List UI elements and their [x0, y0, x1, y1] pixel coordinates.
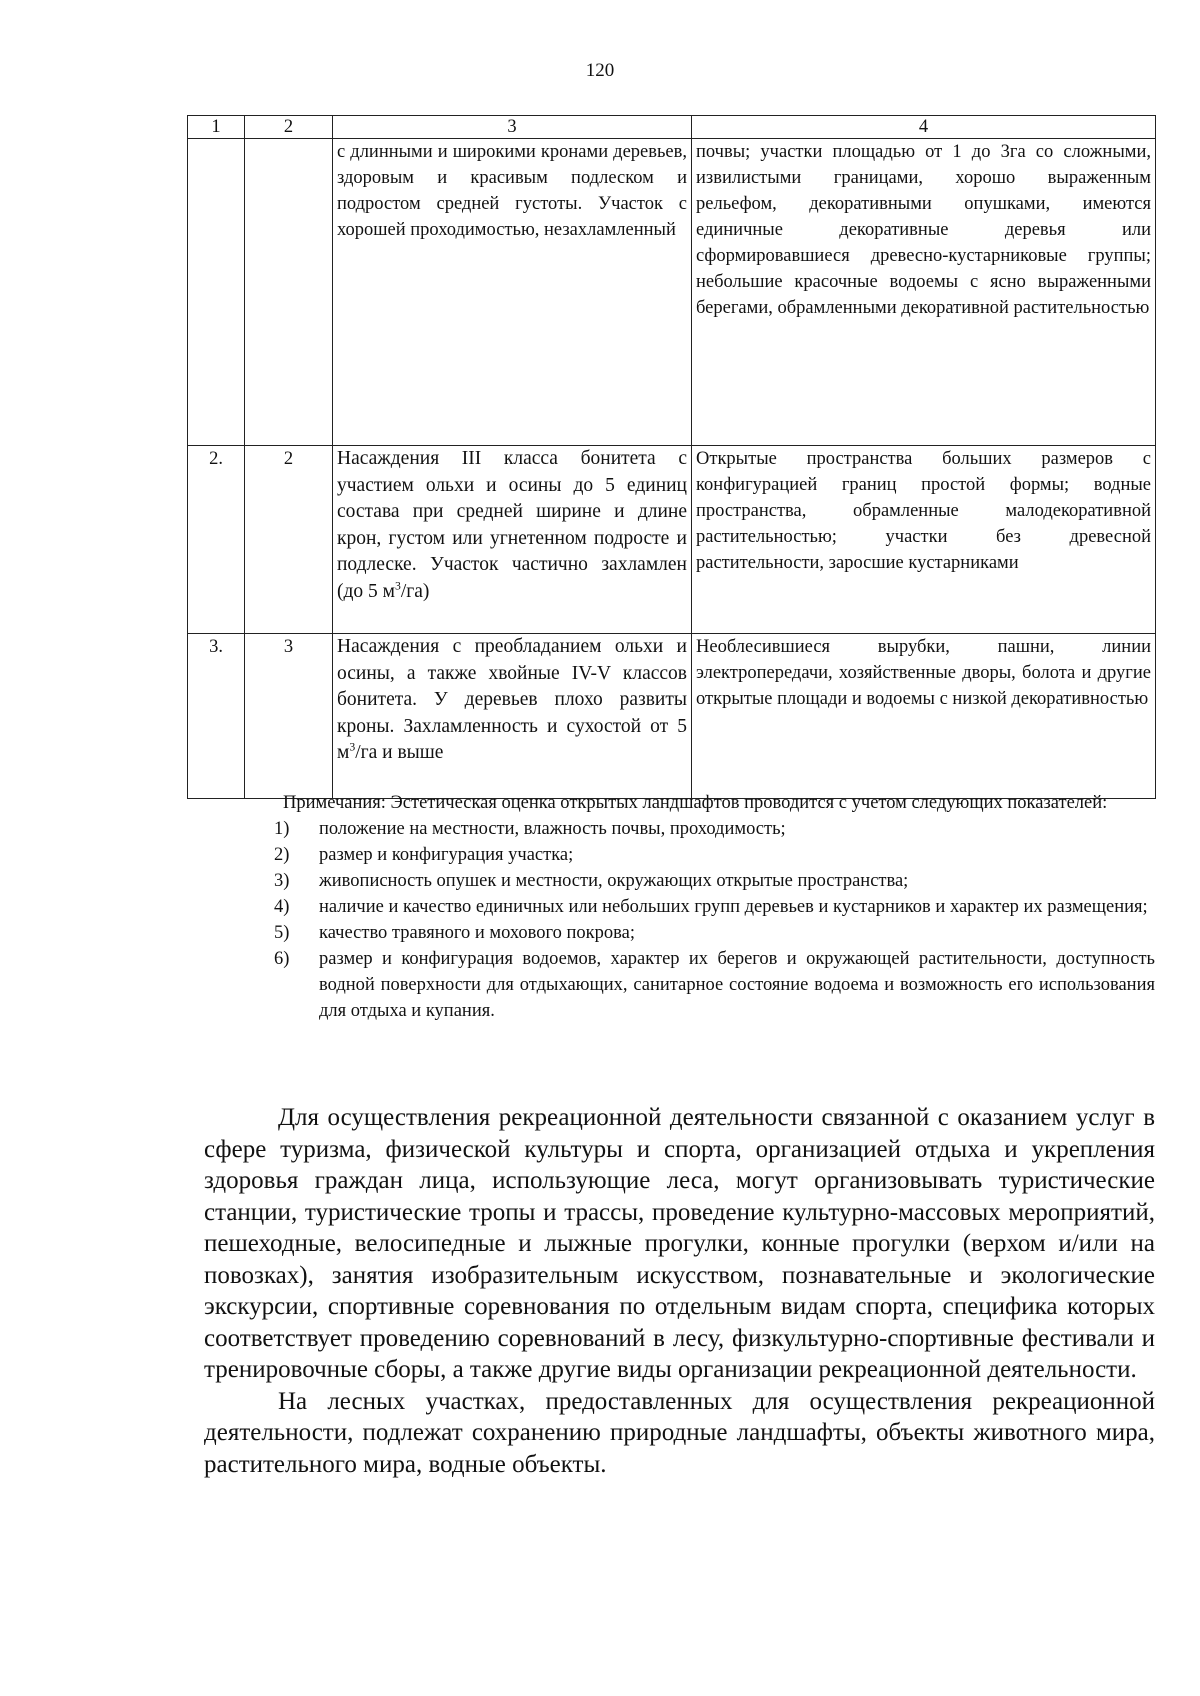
list-item-number: 6): [274, 949, 290, 969]
header-col-3: 3: [333, 116, 692, 139]
list-item-text: размер и конфигурация водоемов, характер их берегов и окружающей растительности, доступность водной поверхности для отдыхающих, санитарное состояние водоема и возможность его использования для отдыха и купания.: [319, 949, 1155, 1021]
list-item-number: 5): [274, 923, 290, 943]
header-col-4: 4: [692, 116, 1156, 139]
list-item-number: 3): [274, 871, 290, 891]
notes-list: [204, 816, 1155, 1024]
superscript: 3: [395, 579, 401, 592]
list-item: [204, 946, 1155, 1024]
list-item-text: размер и конфигурация участка;: [319, 845, 574, 865]
page-number: 120: [585, 60, 615, 81]
body-text: [204, 1102, 1155, 1480]
class-cell: [245, 139, 333, 446]
stand-description-cell: [333, 446, 692, 634]
list-item: [204, 920, 1155, 946]
list-item-text: положение на местности, влажность почвы, проходимость;: [319, 819, 786, 839]
landscape-assessment-table: [187, 115, 1156, 799]
notes-section: [204, 790, 1155, 1024]
list-item: [204, 894, 1155, 920]
stand-description-text: Насаждения с преобладанием ольхи и осины, а также хвойные IV-V классов бонитета. У деревьев плохо развиты кроны. Захламленность и сухостой от 5 м: [337, 636, 687, 763]
open-space-description-cell: почвы; участки площадью от 1 до 3га со сложными, извилистыми границами, хорошо выраженным рельефом, декоративными опушками, имеются единичные декоративные деревья или сформировавшиеся древесно-кустарниковые группы; небольшие красочные водоемы с ясно выраженными берегами, обрамленными декоративной растительностью: [692, 139, 1156, 446]
header-col-1: 1: [188, 116, 245, 139]
list-item-number: 4): [274, 897, 290, 917]
open-space-description-cell: Открытые пространства больших размеров с конфигурацией границ простой формы; водные пространства, обрамленные малодекоративной растительностью; участки без древесной растительности, заросшие кустарниками: [692, 446, 1156, 634]
body-paragraph: Для осуществления рекреационной деятельности связанной с оказанием услуг в сфере туризма, физической культуры и спорта, организацией отдыха и укрепления здоровья граждан лица, использующие леса, могут организовывать туристические станции, туристические тропы и трассы, проведение культурно-массовых мероприятий, пешеходные, велосипедные и лыжные прогулки, конные прогулки (верхом и/или на повозках), занятия изобразительным искусством, познавательные и экологические экскурсии, спортивные соревнования по отдельным видам спорта, специфика которых соответствует проведению соревнований в лесу, физкультурно-спортивные фестивали и тренировочные сборы, а также другие виды организации рекреационной деятельности.: [204, 1104, 1155, 1383]
table-row: [188, 139, 1156, 446]
list-item: [204, 842, 1155, 868]
class-cell: 2: [245, 446, 333, 634]
list-item-number: 2): [274, 845, 290, 865]
stand-description-cell: [333, 634, 692, 799]
stand-description-text: Насаждения III класса бонитета с участием ольхи и осины до 5 единиц состава при средней ширине и длине крон, густом или угнетенном подросте и подлеске. Участок частично захламлен (до 5 м: [337, 448, 687, 602]
list-item-text: качество травяного и мохового покрова;: [319, 923, 636, 943]
class-cell: 3: [245, 634, 333, 799]
body-paragraph: На лесных участках, предоставленных для осуществления рекреационной деятельности, подлежат сохранению природные ландшафты, объекты животного мира, растительного мира, водные объекты.: [204, 1387, 1155, 1478]
open-space-description-cell: Необлесившиеся вырубки, пашни, линии электропередачи, хозяйственные дворы, болота и другие открытые площади и водоемы с низкой декоративностью: [692, 634, 1156, 799]
superscript: 3: [349, 740, 356, 754]
notes-intro: Примечания: Эстетическая оценка открытых ландшафтов проводится с учетом следующих показателей:: [283, 793, 1108, 813]
row-number-cell: 3.: [188, 634, 245, 799]
header-col-2: 2: [245, 116, 333, 139]
stand-description-unit: /га): [400, 580, 430, 602]
table-header-row: [188, 116, 1156, 139]
list-item-number: 1): [274, 819, 290, 839]
row-number-cell: 2.: [188, 446, 245, 634]
list-item: [204, 816, 1155, 842]
list-item: [204, 868, 1155, 894]
list-item-text: живописность опушек и местности, окружающих открытые пространства;: [319, 871, 909, 891]
list-item-text: наличие и качество единичных или небольших групп деревьев и кустарников и характер их размещения;: [319, 897, 1148, 917]
table-row: [188, 634, 1156, 799]
stand-description-unit: /га и выше: [355, 742, 444, 763]
table-row: [188, 446, 1156, 634]
stand-description-cell: с длинными и широкими кронами деревьев, здоровым и красивым подлеском и подростом средней густоты. Участок с хорошей проходимостью, незахламленный: [333, 139, 692, 446]
row-number-cell: [188, 139, 245, 446]
